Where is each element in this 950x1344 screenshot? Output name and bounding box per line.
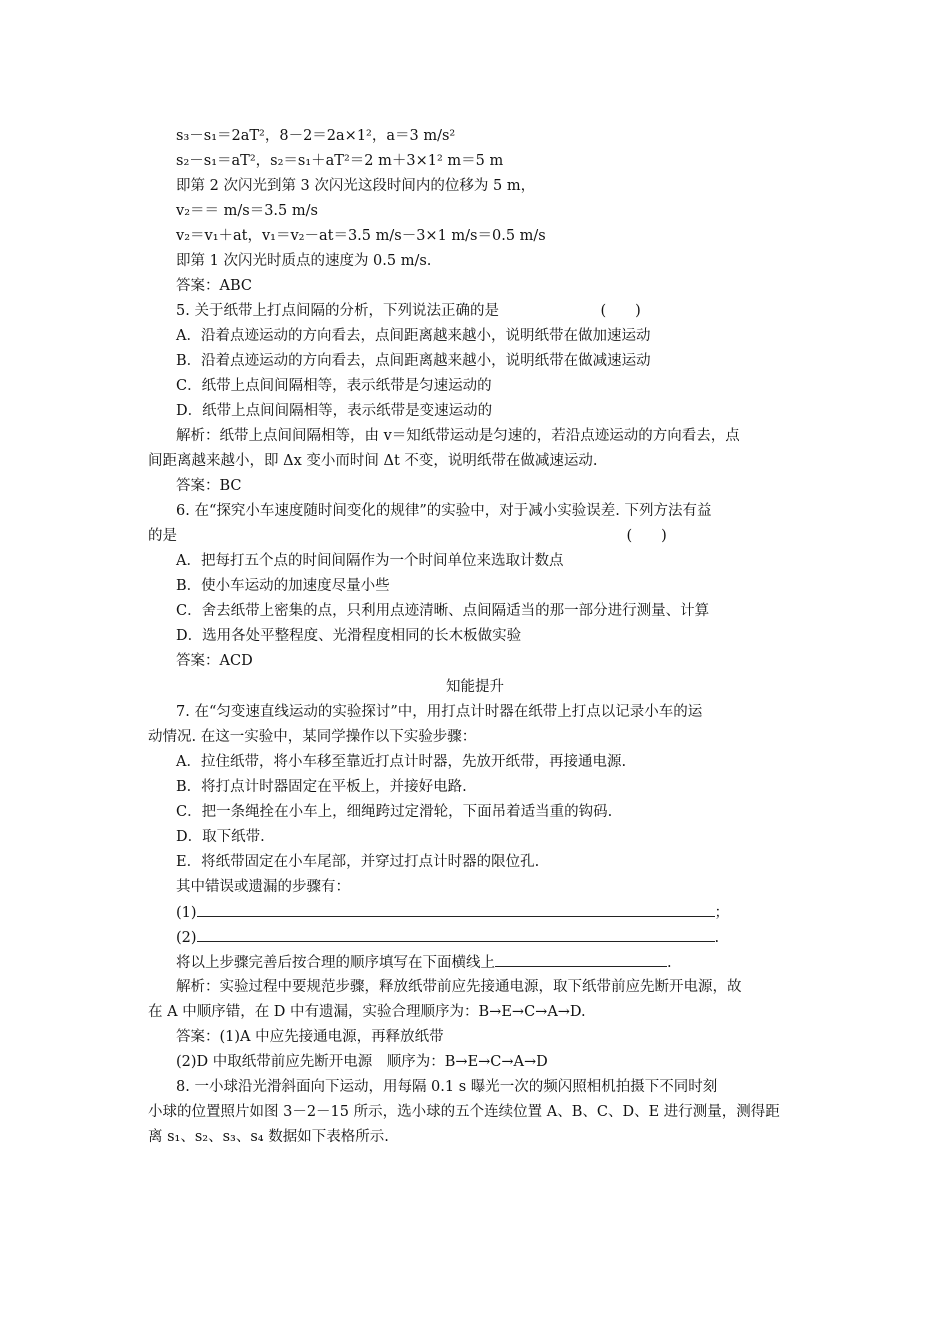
answer-line: 答案：ACD xyxy=(176,653,253,669)
blank-end: . xyxy=(714,930,720,946)
question-7-stem: 7. 在“匀变速直线运动的实验探讨”中，用打点计时器在纸带上打点以记录小车的运 xyxy=(176,704,703,720)
solution-line: v₂＝＝ m/s＝3.5 m/s xyxy=(176,203,318,219)
question-8-stem: 离 s₁、s₂、s₃、s₄ 数据如下表格所示. xyxy=(148,1129,389,1145)
fill-blank-1 xyxy=(176,902,729,923)
option-d: D．选用各处平整程度、光滑程度相同的长木板做实验 xyxy=(176,628,522,644)
question-5-stem: 5. 关于纸带上打点间隔的分析，下列说法正确的是 ( ) xyxy=(176,303,641,319)
fill-blank-order xyxy=(176,952,672,973)
option-a: A．把每打五个点的时间间隔作为一个时间单位来选取计数点 xyxy=(176,553,564,569)
option-b: B．沿着点迹运动的方向看去，点间距离越来越小，说明纸带在做减速运动 xyxy=(176,353,651,369)
question-8-stem: 8. 一小球沿光滑斜面向下运动，用每隔 0.1 s 曝光一次的频闪照相机拍摄下不同时刻 xyxy=(176,1079,718,1095)
option-d: D．纸带上点间间隔相等，表示纸带是变速运动的 xyxy=(176,403,493,419)
step-e: E．将纸带固定在小车尾部，并穿过打点计时器的限位孔. xyxy=(176,854,540,870)
blank-prompt: 将以上步骤完善后按合理的顺序填写在下面横线上 xyxy=(176,955,495,971)
answer-blank xyxy=(197,902,715,917)
answer-line: 答案：BC xyxy=(176,478,242,494)
option-c: C．舍去纸带上密集的点，只利用点迹清晰、点间隔适当的那一部分进行测量、计算 xyxy=(176,603,710,619)
step-a: A．拉住纸带，将小车移至靠近打点计时器，先放开纸带，再接通电源. xyxy=(176,754,627,770)
answer-line: (2)D 中取纸带前应先断开电源 顺序为：B→E→C→A→D xyxy=(176,1054,548,1070)
blank-number: (2) xyxy=(176,930,197,946)
solution-line: 即第 1 次闪光时质点的速度为 0.5 m/s. xyxy=(176,253,432,269)
blank-number: (1) xyxy=(176,905,197,921)
option-c: C．纸带上点间间隔相等，表示纸带是匀速运动的 xyxy=(176,378,492,394)
analysis-line: 在 A 中顺序错，在 D 中有遗漏，实验合理顺序为：B→E→C→A→D. xyxy=(148,1004,586,1020)
analysis-line: 间距离越来越小，即 Δx 变小而时间 Δt 不变，说明纸带在做减速运动. xyxy=(148,453,598,469)
analysis-line: 解析：实验过程中要规范步骤，释放纸带前应先接通电源，取下纸带前应先断开电源，故 xyxy=(176,979,742,995)
solution-line: s₃－s₁＝2aT²，8－2＝2a×1²，a＝3 m/s² xyxy=(176,128,456,144)
answer-line: 答案：(1)A 中应先接通电源，再释放纸带 xyxy=(176,1029,444,1045)
answer-line: 答案：ABC xyxy=(176,278,252,294)
analysis-line: 解析：纸带上点间间隔相等，由 v＝知纸带运动是匀速的，若沿点迹运动的方向看去，点 xyxy=(176,428,740,444)
section-heading: 知能提升 xyxy=(446,679,504,695)
solution-line: 即第 2 次闪光到第 3 次闪光这段时间内的位移为 5 m， xyxy=(176,178,536,194)
question-7-stem: 动情况. 在这一实验中，某同学操作以下实验步骤： xyxy=(148,729,477,745)
option-a: A．沿着点迹运动的方向看去，点间距离越来越小，说明纸带在做加速运动 xyxy=(176,328,651,344)
question-6-stem: 的是 ( ) xyxy=(148,528,667,544)
step-b: B．将打点计时器固定在平板上，并接好电路. xyxy=(176,779,467,795)
prompt-line: 其中错误或遗漏的步骤有： xyxy=(176,879,350,895)
step-d: D．取下纸带. xyxy=(176,829,265,845)
step-c: C．把一条绳拴在小车上，细绳跨过定滑轮，下面吊着适当重的钩码. xyxy=(176,804,613,820)
solution-line: v₂＝v₁＋at，v₁＝v₂－at＝3.5 m/s－3×1 m/s＝0.5 m/s xyxy=(176,228,546,244)
solution-line: s₂－s₁＝aT²，s₂＝s₁＋aT²＝2 m＋3×1² m＝5 m xyxy=(176,153,504,169)
fill-blank-2 xyxy=(176,927,719,948)
question-6-stem: 6. 在“探究小车速度随时间变化的规律”的实验中，对于减小实验误差. 下列方法有益 xyxy=(176,503,712,519)
option-b: B．使小车运动的加速度尽量小些 xyxy=(176,578,390,594)
answer-blank xyxy=(495,952,667,967)
blank-end: . xyxy=(667,955,672,971)
blank-end: ； xyxy=(714,905,730,921)
question-8-stem: 小球的位置照片如图 3－2－15 所示，选小球的五个连续位置 A、B、C、D、E 进行测量，测得距 xyxy=(148,1104,780,1120)
answer-blank xyxy=(197,927,715,942)
